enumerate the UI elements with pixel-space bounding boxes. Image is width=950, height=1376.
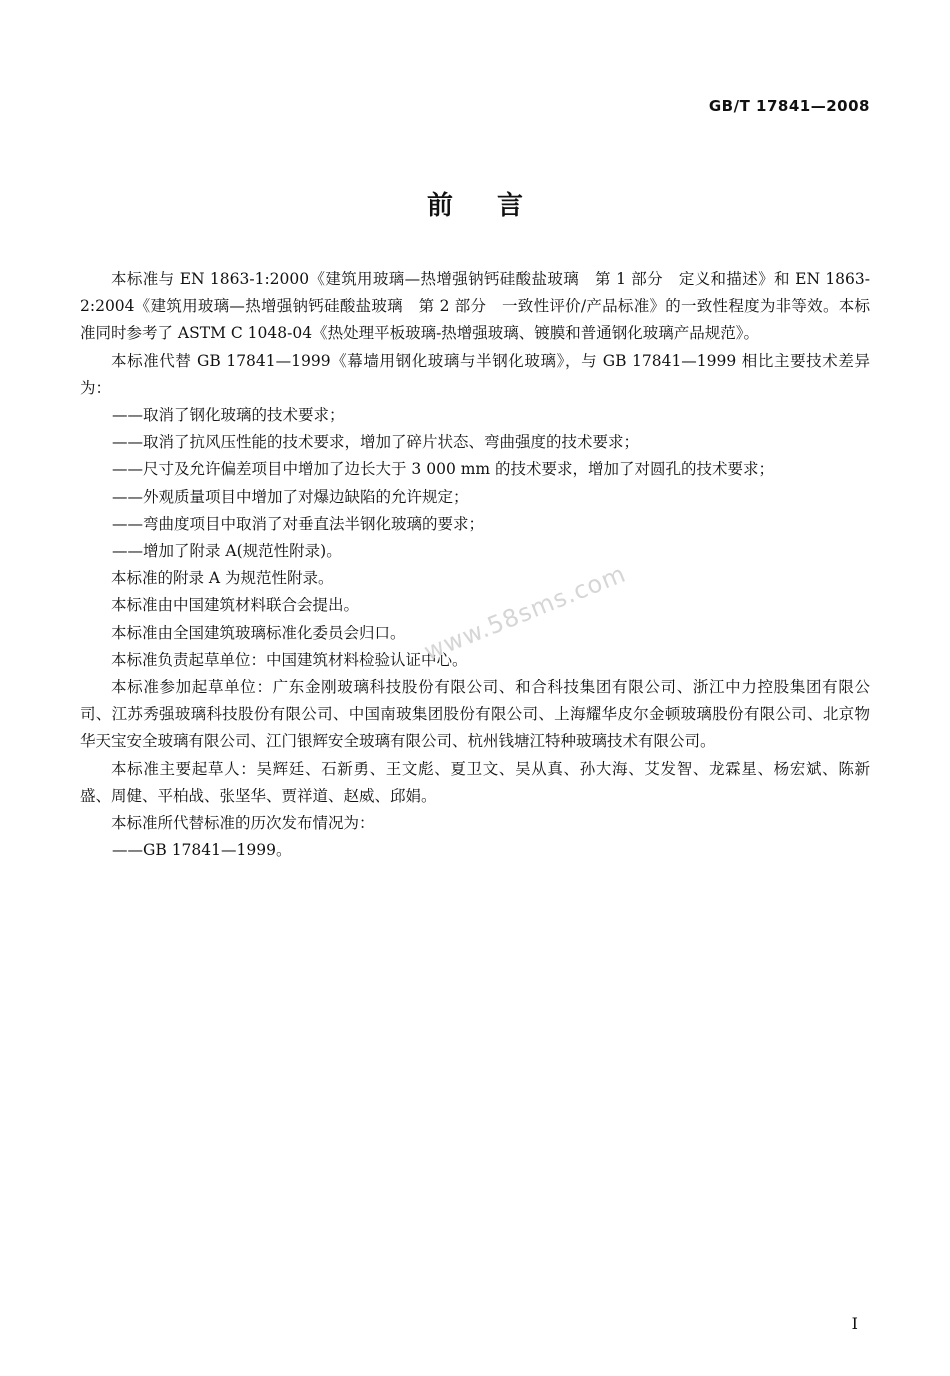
list-item: ——弯曲度项目中取消了对垂直法半钢化玻璃的要求；: [112, 514, 485, 533]
paragraph: 本标准负责起草单位：中国建筑材料检验认证中心。: [111, 650, 468, 669]
list-item: ——取消了抗风压性能的技术要求，增加了碎片状态、弯曲强度的技术要求；: [112, 433, 640, 452]
watermark: www.58sms.com: [420, 559, 630, 666]
standard-code: GB/T 17841—2008: [708, 97, 870, 115]
paragraph: 本标准主要起草人：吴辉廷、石新勇、王文彪、夏卫文、吴从真、孙大海、艾发智、龙霖星、杨宏斌、陈新盛、周健、平柏战、张坚华、贾祥道、赵威、邱娟。: [80, 759, 870, 805]
list-item: ——增加了附录 A(规范性附录)。: [112, 542, 342, 561]
paragraph: 本标准由全国建筑玻璃标准化委员会归口。: [111, 623, 406, 642]
paragraph: 本标准由中国建筑材料联合会提出。: [111, 596, 360, 615]
paragraph: 本标准的附录 A 为规范性附录。: [111, 569, 334, 588]
paragraph: 本标准与 EN 1863-1:2000《建筑用玻璃—热增强钠钙硅酸盐玻璃 第 1 部分 定义和描述》和 EN 1863-2:2004《建筑用玻璃—热增强钠钙硅酸盐玻璃 第 2 部分 一致性评价/产品标准》的一致性程度为非等效。本标准同时参考了 ASTM C 1048-04《热处理平板玻璃-热增强玻璃、镀膜和普通钢化玻璃产品规范》。: [80, 270, 870, 343]
page-number: I: [851, 1314, 858, 1333]
list-item: ——取消了钢化玻璃的技术要求；: [112, 406, 345, 425]
paragraph: ——GB 17841—1999。: [112, 841, 292, 860]
paragraph: 本标准代替 GB 17841—1999《幕墙用钢化玻璃与半钢化玻璃》，与 GB 17841—1999 相比主要技术差异为：: [80, 351, 870, 397]
paragraph: 本标准参加起草单位：广东金刚玻璃科技股份有限公司、和合科技集团有限公司、浙江中力控股集团有限公司、江苏秀强玻璃科技股份有限公司、中国南玻集团股份有限公司、上海耀华皮尔金顿玻璃股份有限公司、北京物华天宝安全玻璃有限公司、江门银辉安全玻璃有限公司、杭州钱塘江特种玻璃技术有限公司。: [80, 678, 870, 751]
list-item: ——尺寸及允许偏差项目中增加了边长大于 3 000 mm 的技术要求，增加了对圆孔的技术要求；: [112, 460, 775, 479]
document-body: [80, 266, 870, 864]
list-item: ——外观质量项目中增加了对爆边缺陷的允许规定；: [112, 487, 469, 506]
paragraph: 本标准所代替标准的历次发布情况为：: [111, 814, 375, 833]
page-title: 前言: [426, 191, 567, 221]
